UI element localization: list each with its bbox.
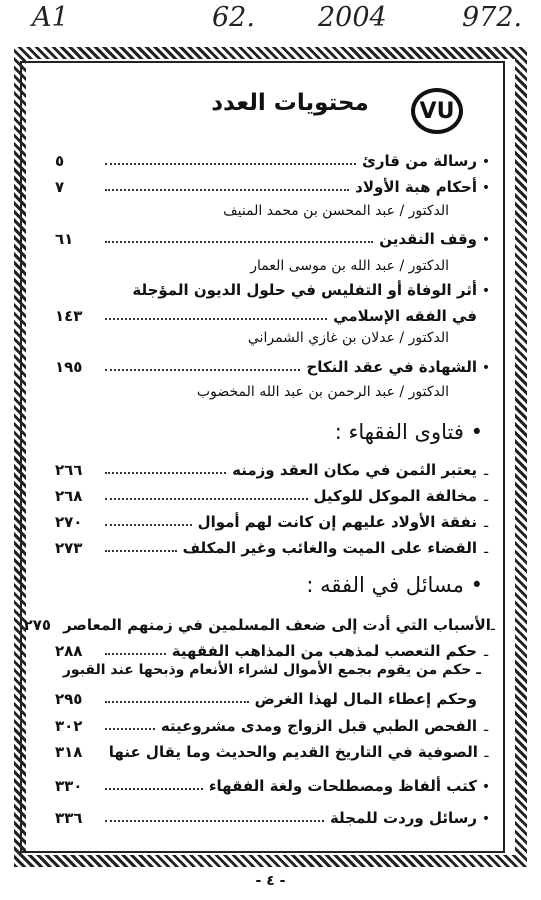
entry-page: ٢٦٦: [55, 461, 83, 479]
toc-entry[interactable]: [55, 352, 495, 376]
leader-dots: [105, 652, 166, 655]
handwritten-note-a1: A1: [32, 2, 69, 33]
bullet: ـ: [483, 463, 489, 479]
bullet: ـ: [483, 515, 489, 531]
toc-entry[interactable]: [55, 636, 495, 660]
bullet: •: [470, 420, 483, 444]
leader-dots: [105, 317, 327, 320]
leader-dots: [105, 549, 177, 552]
entry-title: الأسباب التي أدت إلى ضعف المسلمين في زمنهم المعاصر: [63, 616, 491, 634]
bullet: ـ: [490, 618, 495, 634]
entry-title: أثر الوفاة أو التفليس في حلول الديون المؤجلة: [132, 281, 477, 299]
entry-page: ٣٣٠: [55, 777, 83, 795]
leader-dots: [105, 523, 192, 526]
toc-entry[interactable]: [55, 301, 495, 325]
entry-page: ٦١: [55, 230, 74, 248]
toc-entry[interactable]: [55, 507, 495, 531]
leader-dots: [105, 819, 324, 822]
bullet: •: [481, 360, 491, 376]
leader-dots: [105, 162, 356, 165]
toc-entry[interactable]: [55, 172, 495, 196]
section-heading-fatawa: [335, 420, 483, 444]
page-number: - ٤ -: [255, 873, 286, 889]
entry-title: أحكام هبة الأولاد: [355, 178, 477, 196]
entry-page: ٥: [55, 152, 65, 170]
entry-page: ٢٧٠: [55, 513, 83, 531]
entry-page: ٢٧٥: [23, 616, 52, 634]
toc-entry-line1[interactable]: [55, 275, 495, 299]
section-title: فتاوى الفقهاء :: [334, 420, 464, 444]
leader-dots: [105, 188, 349, 191]
entry-page: ٢٩٥: [55, 690, 83, 708]
entry-title: حكم التعصب لمذهب من المذاهب الفقهية: [171, 642, 477, 660]
entry-title: القضاء على الميت والغائب وغير المكلف: [182, 539, 477, 557]
bullet: ـ: [483, 644, 489, 660]
entry-title: وقف النقدين: [379, 230, 477, 248]
toc-entry[interactable]: [55, 224, 495, 248]
leader-dots: [105, 497, 308, 500]
handwritten-note-2004: 2004: [318, 2, 387, 33]
toc-entry[interactable]: [55, 771, 495, 795]
entry-page: ٣٠٢: [55, 717, 83, 735]
bullet: •: [481, 154, 491, 170]
toc-entry[interactable]: [55, 146, 495, 170]
author-line: الدكتور / عبد الله بن موسى العمار: [250, 258, 449, 274]
entry-page: ٢٧٣: [55, 539, 83, 557]
leader-dots: [105, 700, 249, 703]
entry-title: يعتبر الثمن في مكان العقد وزمنه: [232, 461, 477, 479]
entry-title: مخالفة الموكل للوكيل: [313, 487, 477, 505]
bullet: ـ: [484, 745, 489, 761]
leader-dots: [105, 787, 203, 790]
entry-page: ٢٨٨: [55, 642, 83, 660]
entry-page: ٢٦٨: [55, 487, 83, 505]
toc-entry[interactable]: [55, 737, 495, 761]
bullet: •: [481, 779, 491, 795]
author-line: الدكتور / عبد المحسن بن محمد المنيف: [223, 203, 449, 219]
section-title: مسائل في الفقه :: [306, 573, 464, 597]
bullet: •: [470, 573, 483, 597]
entry-title: نفقة الأولاد عليهم إن كانت لهم أموال: [197, 513, 477, 531]
author-line: الدكتور / عدلان بن غازي الشمراني: [247, 330, 449, 346]
entry-page: ٧: [55, 178, 65, 196]
author-line: الدكتور / عبد الرحمن بن عبد الله المخضوب: [196, 384, 449, 400]
entry-title: الفحص الطبي قبل الزواج ومدى مشروعيته: [160, 717, 477, 735]
entry-title: كتب ألفاظ ومصطلحات ولغة الفقهاء: [208, 777, 477, 795]
leader-dots: [105, 471, 226, 474]
entry-title: رسالة من قارئ: [362, 152, 477, 170]
entry-page: ١٤٣: [55, 307, 83, 325]
bullet: •: [481, 811, 491, 827]
bullet: ـ: [483, 719, 489, 735]
bullet: •: [481, 232, 491, 248]
entry-title: في الفقه الإسلامي: [333, 307, 477, 325]
entry-title: الصوفية في التاريخ القديم والحديث وما يقال عنها: [108, 743, 478, 761]
page-title: محتويات العدد: [211, 90, 369, 116]
bullet: ـ: [483, 489, 489, 505]
leader-dots: [105, 727, 155, 730]
bullet: •: [481, 180, 491, 196]
entry-title: وحكم إعطاء المال لهذا الغرض: [254, 690, 477, 708]
toc-entry[interactable]: [55, 533, 495, 557]
entry-title: رسائل وردت للمجلة: [329, 809, 477, 827]
entry-title: الشهادة في عقد النكاح: [306, 358, 477, 376]
toc-entry[interactable]: [55, 481, 495, 505]
entry-page: ١٩٥: [55, 358, 83, 376]
bullet: ـ: [483, 541, 489, 557]
entry-page: ٣٣٦: [55, 809, 83, 827]
handwritten-note-972: 972.: [462, 2, 523, 33]
toc-entry-line1: ـ حكم من يقوم بجمع الأموال لشراء الأنعام وذبحها عند القبور: [62, 662, 481, 678]
toc-entry[interactable]: [55, 803, 495, 827]
toc-entry[interactable]: [55, 455, 495, 479]
toc-entry[interactable]: [23, 610, 495, 634]
toc-entry[interactable]: [55, 711, 495, 735]
leader-dots: [105, 240, 373, 243]
journal-logo: VU: [411, 88, 463, 134]
leader-dots: [105, 368, 300, 371]
handwritten-note-62: 62.: [212, 2, 255, 33]
bullet: •: [481, 283, 491, 299]
section-heading-masail: [306, 573, 483, 597]
entry-page: ٣١٨: [55, 743, 83, 761]
toc-entry[interactable]: [55, 684, 495, 708]
